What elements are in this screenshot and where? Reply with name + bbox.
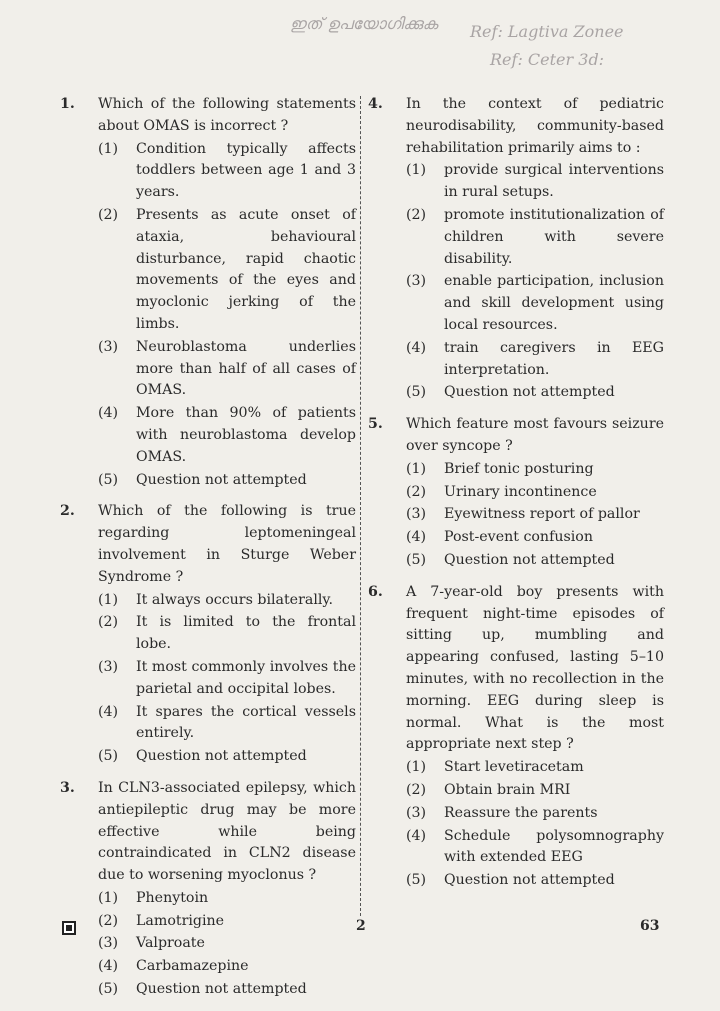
option-number: (3) <box>98 658 119 675</box>
handwritten-note-left: ഇത് ഉപയോഗിക്കുക <box>290 14 438 33</box>
option-number: (4) <box>98 958 119 975</box>
option-number: (3) <box>406 506 427 523</box>
question-text: In CLN3-associated epilepsy, which antiepileptic drug may be more effective while being contraindicated in CLN2 disease due to worsening myoclonus ? <box>98 779 356 884</box>
option-number: (2) <box>406 781 427 798</box>
footer-square-icon <box>62 921 76 935</box>
option-text: train caregivers in EEG interpretation. <box>444 339 664 378</box>
answer-option <box>406 504 664 526</box>
question-number: 3. <box>60 779 75 796</box>
question-number: 6. <box>368 583 383 600</box>
answer-option <box>406 527 664 549</box>
option-text: Condition typically affects toddlers between age 1 and 3 years. <box>136 140 356 201</box>
option-number: (5) <box>98 981 119 998</box>
handwritten-note-right-2: Ref: Ceter 3d: <box>490 50 605 69</box>
answer-option <box>98 139 356 204</box>
option-text: Valproate <box>136 935 205 952</box>
question-block <box>60 501 356 768</box>
option-text: Question not attempted <box>136 981 307 998</box>
option-text: Schedule polysomnography with extended EEG <box>444 827 664 866</box>
option-text: It most commonly involves the parietal and occipital lobes. <box>136 658 356 697</box>
option-text: More than 90% of patients with neuroblastoma develop OMAS. <box>136 405 356 465</box>
option-number: (2) <box>98 614 119 631</box>
option-text: It is limited to the frontal lobe. <box>136 614 356 653</box>
answer-option <box>98 702 356 746</box>
answer-option <box>98 590 356 612</box>
option-number: (5) <box>98 471 119 488</box>
option-text: Question not attempted <box>444 384 615 401</box>
option-text: It spares the cortical vessels entirely. <box>136 703 356 742</box>
left-column <box>60 94 356 1011</box>
option-number: (3) <box>98 935 119 952</box>
option-number: (4) <box>406 827 427 844</box>
option-number: (4) <box>406 529 427 546</box>
answer-option <box>406 459 664 481</box>
question-number: 4. <box>368 96 383 112</box>
option-number: (4) <box>98 703 119 720</box>
question-text: Which of the following is true regarding leptomeningeal involvement in Sturge Weber Syndrome ? <box>98 503 356 585</box>
option-text: Question not attempted <box>136 748 307 765</box>
answer-option <box>98 888 356 910</box>
question-text: In the context of pediatric neurodisability, community-based rehabilitation primarily aims to : <box>406 96 664 156</box>
option-text: Reassure the parents <box>444 804 598 821</box>
answer-option <box>406 826 664 870</box>
option-number: (1) <box>406 162 427 179</box>
question-block <box>368 94 664 404</box>
option-text: Eyewitness report of pallor <box>444 506 640 523</box>
page-number-right: 63 <box>640 918 660 934</box>
option-text: Urinary incontinence <box>444 483 597 500</box>
option-text: Brief tonic posturing <box>444 460 594 477</box>
handwritten-note-right-1: Ref: Lagtiva Zonee <box>470 22 624 41</box>
column-divider <box>360 96 361 916</box>
answer-option <box>406 382 664 404</box>
option-text: Phenytoin <box>136 889 209 906</box>
question-block <box>60 778 356 1001</box>
option-text: Lamotrigine <box>136 912 225 929</box>
option-number: (1) <box>98 889 119 906</box>
option-number: (5) <box>98 748 119 765</box>
answer-option <box>406 757 664 779</box>
answer-option <box>406 482 664 504</box>
option-number: (2) <box>406 483 427 500</box>
option-text: Question not attempted <box>136 471 307 488</box>
question-block <box>368 582 664 892</box>
option-text: enable participation, inclusion and skill development using local resources. <box>444 273 664 333</box>
answer-option <box>406 271 664 336</box>
answer-option <box>406 338 664 382</box>
question-block <box>368 414 664 572</box>
question-number: 5. <box>368 416 383 433</box>
question-text: Which of the following statements about OMAS is incorrect ? <box>98 96 356 134</box>
answer-option <box>98 933 356 955</box>
option-text: Carbamazepine <box>136 958 249 975</box>
right-column <box>368 94 664 902</box>
question-number: 2. <box>60 503 75 520</box>
option-number: (1) <box>406 759 427 776</box>
question-number: 1. <box>60 96 75 112</box>
option-text: Post-event confusion <box>444 529 593 546</box>
answer-option <box>406 803 664 825</box>
option-text: Start levetiracetam <box>444 759 584 776</box>
option-number: (3) <box>406 273 427 290</box>
answer-option <box>98 612 356 656</box>
answer-option <box>98 746 356 768</box>
question-text: Which feature most favours seizure over syncope ? <box>406 416 664 454</box>
option-number: (5) <box>406 872 427 889</box>
option-number: (1) <box>98 591 119 608</box>
page-number-center: 2 <box>356 918 366 934</box>
option-text: Presents as acute onset of ataxia, behavioural disturbance, rapid chaotic movements of the eyes and myoclonic jerking of the limbs. <box>136 206 356 332</box>
answer-option <box>98 205 356 336</box>
option-number: (3) <box>406 804 427 821</box>
option-number: (4) <box>98 405 119 422</box>
option-number: (2) <box>406 206 427 223</box>
option-number: (4) <box>406 339 427 356</box>
option-text: provide surgical interventions in rural setups. <box>444 162 664 201</box>
option-text: Question not attempted <box>444 872 615 889</box>
option-text: Question not attempted <box>444 551 615 568</box>
answer-option <box>98 337 356 402</box>
option-number: (1) <box>406 460 427 477</box>
option-text: It always occurs bilaterally. <box>136 591 334 608</box>
answer-option <box>406 160 664 204</box>
answer-option <box>406 780 664 802</box>
option-text: promote institutionalization of children with severe disability. <box>444 206 664 267</box>
option-number: (2) <box>98 912 119 929</box>
answer-option <box>98 657 356 701</box>
option-number: (5) <box>406 384 427 401</box>
answer-option <box>98 979 356 1001</box>
option-text: Obtain brain MRI <box>444 781 571 798</box>
answer-option <box>406 550 664 572</box>
option-number: (2) <box>98 206 119 223</box>
answer-option <box>98 403 356 468</box>
answer-option <box>98 911 356 933</box>
option-number: (1) <box>98 140 119 157</box>
question-block <box>60 94 356 491</box>
answer-option <box>406 205 664 270</box>
question-text: A 7-year-old boy presents with frequent night-time episodes of sitting up, mumbling and appearing confused, lasting 5–10 minutes, with no recollection in the morning. EEG during sleep is normal. What is the most appropriate next step ? <box>406 583 664 753</box>
answer-option <box>406 870 664 892</box>
answer-option <box>98 956 356 978</box>
option-number: (3) <box>98 338 119 355</box>
answer-option <box>98 470 356 492</box>
option-text: Neuroblastoma underlies more than half of all cases of OMAS. <box>136 338 356 399</box>
option-number: (5) <box>406 551 427 568</box>
